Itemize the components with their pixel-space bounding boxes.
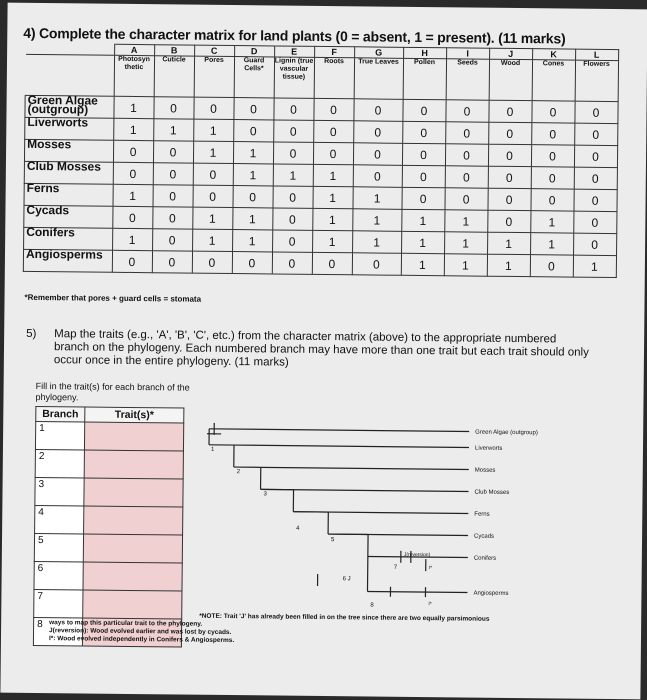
taxon-name: Ferns <box>24 183 113 206</box>
trait-header-row <box>25 54 618 101</box>
branch-number: 2 <box>35 449 84 478</box>
matrix-cell[interactable]: 0 <box>531 123 574 145</box>
branch-label: 4 <box>296 525 300 532</box>
trait-answer-cell[interactable] <box>84 506 183 535</box>
matrix-cell[interactable]: 0 <box>573 211 616 233</box>
trait-cones: Cones <box>532 60 575 101</box>
taxon-name: Mosses <box>24 139 113 162</box>
matrix-cell[interactable]: 1 <box>233 142 273 164</box>
matrix-cell[interactable]: 0 <box>192 251 232 273</box>
letter-d: D <box>234 46 274 57</box>
matrix-cell[interactable]: 0 <box>352 253 401 276</box>
branch-number: 6 <box>34 561 83 590</box>
matrix-cell[interactable]: 0 <box>272 208 312 230</box>
letter-i: I <box>446 48 489 59</box>
matrix-cell[interactable]: 1 <box>113 184 153 206</box>
branch-number: 4 <box>35 505 84 534</box>
matrix-cell[interactable]: 0 <box>153 185 193 207</box>
footnote-line: J(reversion): Wood evolved earlier and was lost by cycads. <box>49 627 232 637</box>
branch-number: 7 <box>34 589 83 618</box>
matrix-cell[interactable]: 0 <box>192 185 232 207</box>
matrix-cell[interactable]: 0 <box>152 229 192 251</box>
matrix-cell[interactable]: 0 <box>573 233 616 255</box>
letter-h: H <box>403 47 446 58</box>
matrix-cell[interactable]: 1 <box>530 211 573 233</box>
matrix-cell[interactable]: 1 <box>312 208 352 230</box>
matrix-cell[interactable]: 0 <box>272 186 312 208</box>
branch-label: 6 J <box>342 576 351 583</box>
matrix-cell[interactable]: 1 <box>113 118 153 140</box>
trait-photosynthetic: Photosyn thetic <box>114 55 154 96</box>
reversion-label: J(reversion) <box>403 551 431 559</box>
branch-header: Branch <box>36 406 85 422</box>
matrix-cell[interactable]: 1 <box>352 187 401 210</box>
trait-pores: Pores <box>194 56 234 97</box>
matrix-cell[interactable]: 0 <box>273 142 313 164</box>
taxon-label: Liverworts <box>474 445 503 452</box>
footnote-line: I*: Wood evolved independently in Conifers & Angiosperms. <box>48 635 235 645</box>
fill-instruction: Fill in the trait(s) for each branch of the phylogeny. <box>35 380 190 403</box>
matrix-cell[interactable]: 1 <box>192 229 232 251</box>
matrix-cell[interactable]: 1 <box>312 186 352 208</box>
taxon-label: Cycads <box>474 533 495 540</box>
taxon-label: Green Algae (outgroup) <box>475 429 538 437</box>
matrix-cell[interactable]: 0 <box>272 230 312 252</box>
question-4-title: 4) Complete the character matrix for land plants (0 = absent, 1 = present). (11 marks) <box>23 24 566 47</box>
matrix-cell[interactable]: 0 <box>530 189 573 211</box>
matrix-cell[interactable]: 0 <box>402 143 445 165</box>
matrix-cell[interactable]: 0 <box>152 251 192 273</box>
trait-roots: Roots <box>314 57 354 98</box>
matrix-cell[interactable]: 1 <box>273 164 313 186</box>
branch-number: 8 <box>33 617 82 646</box>
independent-label: I* <box>428 601 432 608</box>
matrix-cell[interactable]: 0 <box>313 120 353 142</box>
matrix-cell[interactable]: 0 <box>530 255 573 277</box>
matrix-cell[interactable]: 0 <box>445 144 488 166</box>
matrix-cell[interactable]: 0 <box>531 101 574 123</box>
matrix-cell[interactable]: 0 <box>272 252 312 274</box>
footnote-line: ways to map this particular trait to the phylogeny. <box>49 619 203 628</box>
matrix-cell[interactable]: 1 <box>153 119 193 141</box>
corner-cell <box>26 43 115 55</box>
matrix-cell[interactable]: 0 <box>531 145 574 167</box>
taxon-label: Angiosperms <box>473 590 509 597</box>
matrix-cell[interactable]: 0 <box>113 162 153 184</box>
trait-flowers: Flowers <box>575 60 618 101</box>
tree-branches <box>205 423 469 598</box>
matrix-cell[interactable]: 1 <box>112 228 152 250</box>
matrix-cell[interactable]: 0 <box>353 99 402 122</box>
matrix-cell[interactable]: 0 <box>112 250 152 272</box>
matrix-cell[interactable]: 0 <box>353 165 402 188</box>
stomata-note: *Remember that pores + guard cells = stomata <box>24 292 202 304</box>
taxon-label: Ferns <box>474 511 490 518</box>
question-5-number: 5) <box>26 327 37 340</box>
trait-answer-cell[interactable] <box>83 562 182 591</box>
matrix-cell[interactable]: 0 <box>487 188 530 210</box>
taxon-name: Angiosperms <box>23 249 112 272</box>
trait-wood: Wood <box>489 59 532 100</box>
matrix-cell[interactable]: 1 <box>232 230 272 252</box>
matrix-cell[interactable]: 0 <box>273 120 313 142</box>
matrix-cell[interactable]: 0 <box>193 97 233 119</box>
matrix-cell[interactable]: 0 <box>273 98 313 120</box>
blank-header-cell <box>25 54 114 96</box>
matrix-cell[interactable]: 0 <box>232 252 272 274</box>
matrix-cell[interactable]: 0 <box>153 97 193 119</box>
matrix-cell[interactable]: 1 <box>401 209 444 231</box>
matrix-cell[interactable]: 0 <box>233 120 273 142</box>
matrix-cell[interactable]: 0 <box>153 163 193 185</box>
matrix-cell[interactable]: 0 <box>402 121 445 143</box>
phylogeny-tree <box>197 415 589 619</box>
trait-answer-cell[interactable] <box>84 478 183 507</box>
matrix-cell[interactable]: 1 <box>401 253 444 275</box>
matrix-cell[interactable]: 0 <box>113 140 153 162</box>
matrix-cell[interactable]: 1 <box>233 164 273 186</box>
character-matrix <box>23 43 619 278</box>
matrix-cell[interactable]: 1 <box>352 231 401 254</box>
matrix-cell[interactable]: 1 <box>530 233 573 255</box>
trait-seeds: Seeds <box>446 59 489 100</box>
matrix-cell[interactable]: 0 <box>445 166 488 188</box>
matrix-cell[interactable]: 0 <box>401 187 444 209</box>
matrix-cell[interactable]: 0 <box>313 98 353 120</box>
trait-cuticle: Cuticle <box>154 56 194 97</box>
matrix-cell[interactable]: 1 <box>313 164 353 186</box>
trait-answer-cell[interactable] <box>83 534 182 563</box>
matrix-cell[interactable]: 1 <box>401 231 444 253</box>
matrix-cell[interactable]: 1 <box>192 207 232 229</box>
matrix-cell[interactable]: 0 <box>444 188 487 210</box>
matrix-cell[interactable]: 0 <box>353 121 402 144</box>
matrix-cell[interactable]: 1 <box>193 141 233 163</box>
independent-label: I* <box>428 565 433 572</box>
letter-l: L <box>575 49 618 60</box>
taxon-label: Club Mosses <box>474 489 510 496</box>
taxon-name: Conifers <box>24 227 113 250</box>
matrix-cell[interactable]: 0 <box>445 122 488 144</box>
matrix-cell[interactable]: 0 <box>488 122 531 144</box>
matrix-cell[interactable]: 1 <box>444 232 487 254</box>
branch-label: 5 <box>330 537 335 544</box>
worksheet-page <box>0 3 647 700</box>
footnote-line: *NOTE: Trait 'J' has already been filled in on the tree since there are two equally parsimonious <box>199 612 490 623</box>
matrix-cell[interactable]: 0 <box>488 100 531 122</box>
matrix-cell[interactable]: 1 <box>113 96 153 118</box>
matrix-cell[interactable]: 0 <box>487 210 530 232</box>
matrix-cell[interactable]: 0 <box>152 207 192 229</box>
matrix-cell[interactable]: 0 <box>112 206 152 228</box>
letter-b: B <box>154 45 194 56</box>
letter-c: C <box>194 45 234 56</box>
branch-number: 1 <box>35 421 84 450</box>
matrix-cell[interactable]: 0 <box>574 123 617 145</box>
matrix-cell[interactable]: 0 <box>153 141 193 163</box>
taxon-label: Mosses <box>474 467 496 474</box>
branch-label: 1 <box>210 446 215 453</box>
tree-labels <box>209 427 538 610</box>
letter-f: F <box>314 46 354 57</box>
letter-a: A <box>114 44 154 55</box>
matrix-cell[interactable]: 0 <box>574 145 617 167</box>
matrix-cell[interactable]: 1 <box>352 209 401 232</box>
letter-j: J <box>489 48 532 59</box>
matrix-cell[interactable]: 0 <box>488 144 531 166</box>
branch-number: 3 <box>35 477 84 506</box>
footnote <box>49 611 609 649</box>
matrix-cell[interactable]: 1 <box>232 208 272 230</box>
taxon-name: Liverworts <box>25 117 114 140</box>
matrix-cell[interactable]: 0 <box>402 165 445 187</box>
matrix-cell[interactable]: 1 <box>487 232 530 254</box>
matrix-cell[interactable]: 1 <box>444 254 487 276</box>
matrix-cell[interactable]: 1 <box>193 119 233 141</box>
matrix-cell[interactable]: 0 <box>232 186 272 208</box>
trait-pollen: Pollen <box>403 58 446 99</box>
trait-true-leaves: True Leaves <box>354 58 403 100</box>
taxon-name: Club Mosses <box>24 161 113 184</box>
question-5-text: Map the traits (e.g., 'A', 'B', 'C', etc.) from the character matrix (above) to the appropriate numbered branch on the phylogeny. Each numbered branch may have more than one trait but each trait should only occur once in the entire phylogeny. (11 marks) <box>53 328 589 369</box>
trait-answer-cell[interactable] <box>84 450 183 479</box>
branch-label: 8 <box>370 602 374 609</box>
taxon-label: Conifers <box>473 555 497 562</box>
matrix-cell[interactable]: 1 <box>444 210 487 232</box>
question-5 <box>26 327 589 369</box>
branch-label: 7 <box>393 564 398 571</box>
branch-label: 3 <box>263 491 267 498</box>
letter-k: K <box>532 49 575 60</box>
matrix-cell[interactable]: 0 <box>233 98 273 120</box>
branch-number: 5 <box>34 533 83 562</box>
matrix-cell[interactable]: 0 <box>574 101 617 123</box>
traits-header: Trait(s)* <box>85 407 184 423</box>
matrix-cell[interactable]: 0 <box>488 166 531 188</box>
branch-label: 2 <box>236 469 241 476</box>
trait-answer-cell[interactable] <box>84 422 183 451</box>
matrix-cell[interactable]: 1 <box>573 255 616 277</box>
letter-e: E <box>274 46 314 57</box>
letter-g: G <box>354 47 403 59</box>
matrix-cell[interactable]: 0 <box>573 189 616 211</box>
matrix-cell[interactable]: 0 <box>193 163 233 185</box>
matrix-cell[interactable]: 0 <box>313 142 353 164</box>
trait-lignin: Lignin (true vascular tissue) <box>274 57 314 98</box>
matrix-cell[interactable]: 0 <box>402 99 445 121</box>
taxon-name: Cycads <box>24 205 113 228</box>
matrix-cell[interactable]: 0 <box>574 167 617 189</box>
trait-guard-cells: Guard Cells* <box>234 57 274 98</box>
matrix-cell[interactable]: 0 <box>312 252 352 274</box>
matrix-cell[interactable]: 1 <box>312 230 352 252</box>
matrix-cell[interactable]: 1 <box>487 254 530 276</box>
taxon-name: Green Algae (outgroup) <box>25 95 114 118</box>
matrix-cell[interactable]: 0 <box>531 167 574 189</box>
matrix-cell[interactable]: 0 <box>445 100 488 122</box>
matrix-cell[interactable]: 0 <box>353 143 402 166</box>
